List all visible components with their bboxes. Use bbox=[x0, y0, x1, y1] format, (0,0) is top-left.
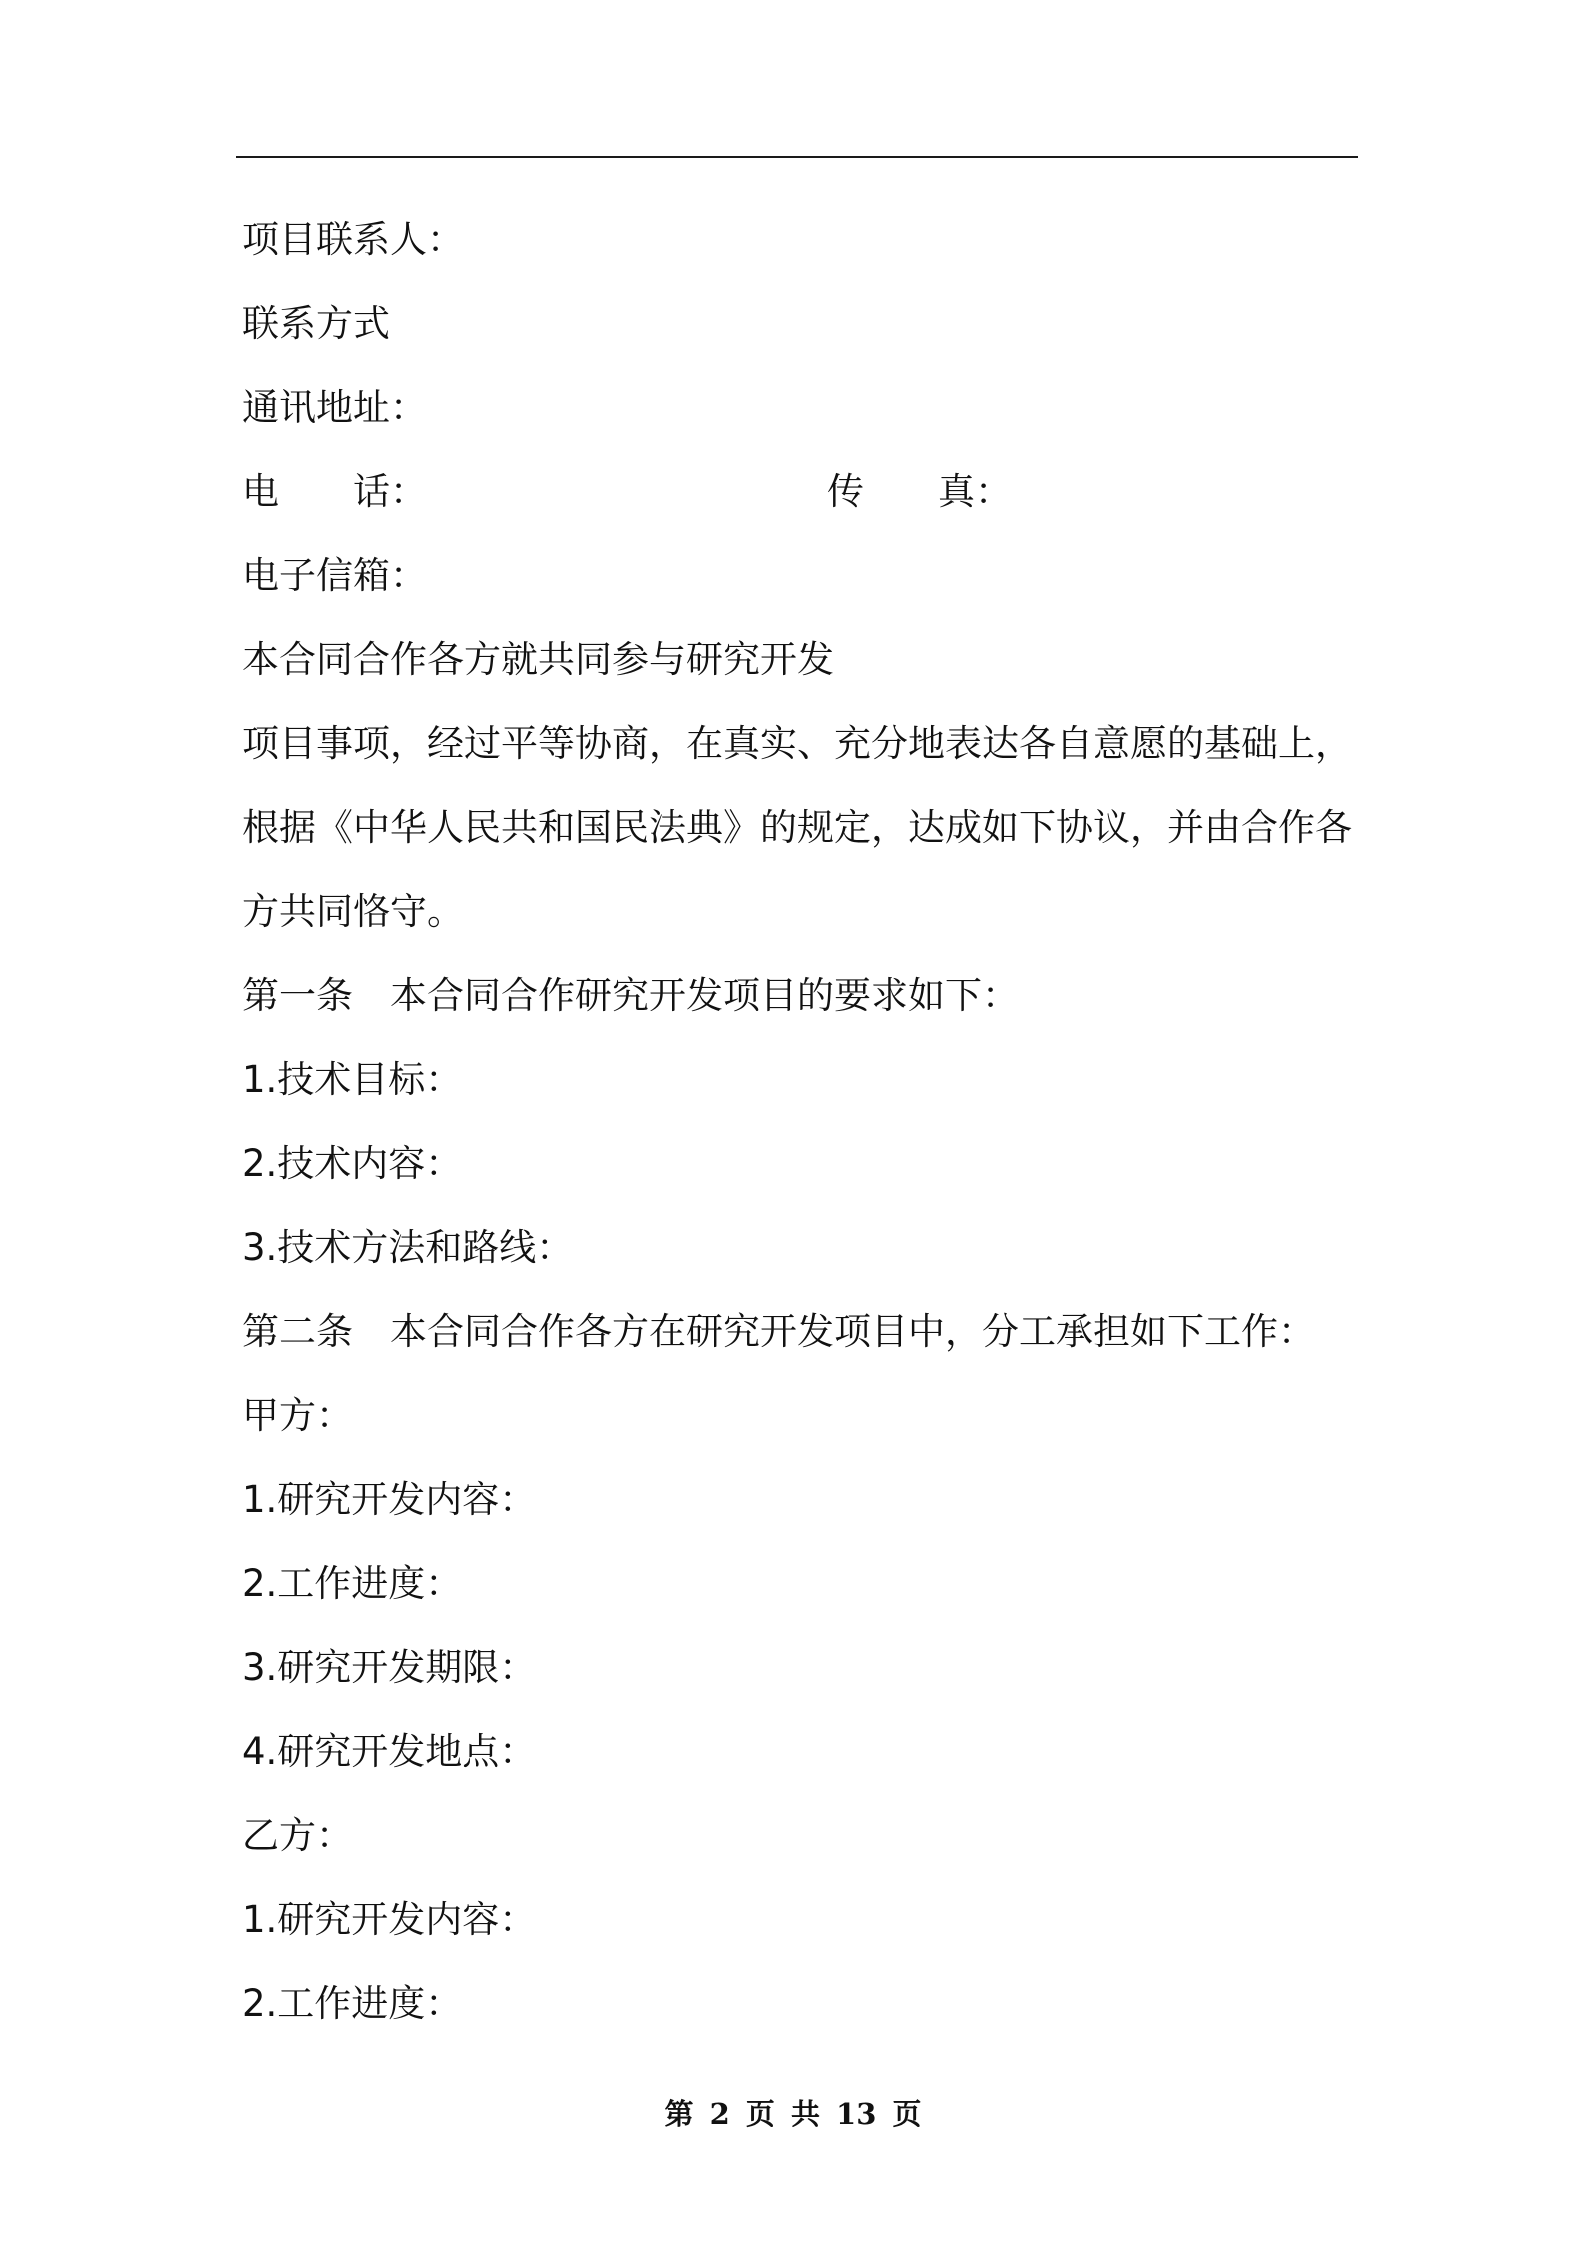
intro-line-3: 根据《中华人民共和国民法典》的规定，达成如下协议，并由合作各 bbox=[242, 806, 1352, 849]
phone-fax-line bbox=[242, 450, 1358, 534]
contact-person-line: 项目联系人： bbox=[242, 218, 464, 261]
email-line: 电子信箱： bbox=[242, 554, 427, 597]
intro-line-1: 本合同合作各方就共同参与研究开发 bbox=[242, 638, 834, 681]
party-b-item: 1.研究开发内容： bbox=[242, 1898, 537, 1941]
page-number-footer: 第 2 页 共 13 页 bbox=[664, 2097, 922, 2131]
party-a-heading: 甲方： bbox=[242, 1394, 353, 1437]
intro-line-4: 方共同恪守。 bbox=[242, 890, 464, 933]
party-a-item: 2.工作进度： bbox=[242, 1562, 463, 1605]
document-body bbox=[242, 198, 1358, 2046]
phone-label: 电 话： bbox=[242, 470, 427, 513]
party-a-item: 3.研究开发期限： bbox=[242, 1646, 537, 1689]
header-rule bbox=[236, 156, 1358, 158]
fax-label: 传 真： bbox=[827, 470, 1012, 513]
contact-method-line: 联系方式 bbox=[242, 302, 390, 345]
tech-goal-line: 1.技术目标： bbox=[242, 1058, 463, 1101]
party-b-heading: 乙方： bbox=[242, 1814, 353, 1857]
tech-method-line: 3.技术方法和路线： bbox=[242, 1226, 574, 1269]
article-2-heading: 第二条 本合同合作各方在研究开发项目中，分工承担如下工作： bbox=[242, 1310, 1315, 1353]
tech-content-line: 2.技术内容： bbox=[242, 1142, 463, 1185]
address-line: 通讯地址： bbox=[242, 386, 427, 429]
party-b-item: 2.工作进度： bbox=[242, 1982, 463, 2025]
party-a-item: 4.研究开发地点： bbox=[242, 1730, 537, 1773]
party-a-item: 1.研究开发内容： bbox=[242, 1478, 537, 1521]
article-1-heading: 第一条 本合同合作研究开发项目的要求如下： bbox=[242, 974, 1019, 1017]
intro-line-2: 项目事项，经过平等协商，在真实、充分地表达各自意愿的基础上， bbox=[242, 722, 1352, 765]
